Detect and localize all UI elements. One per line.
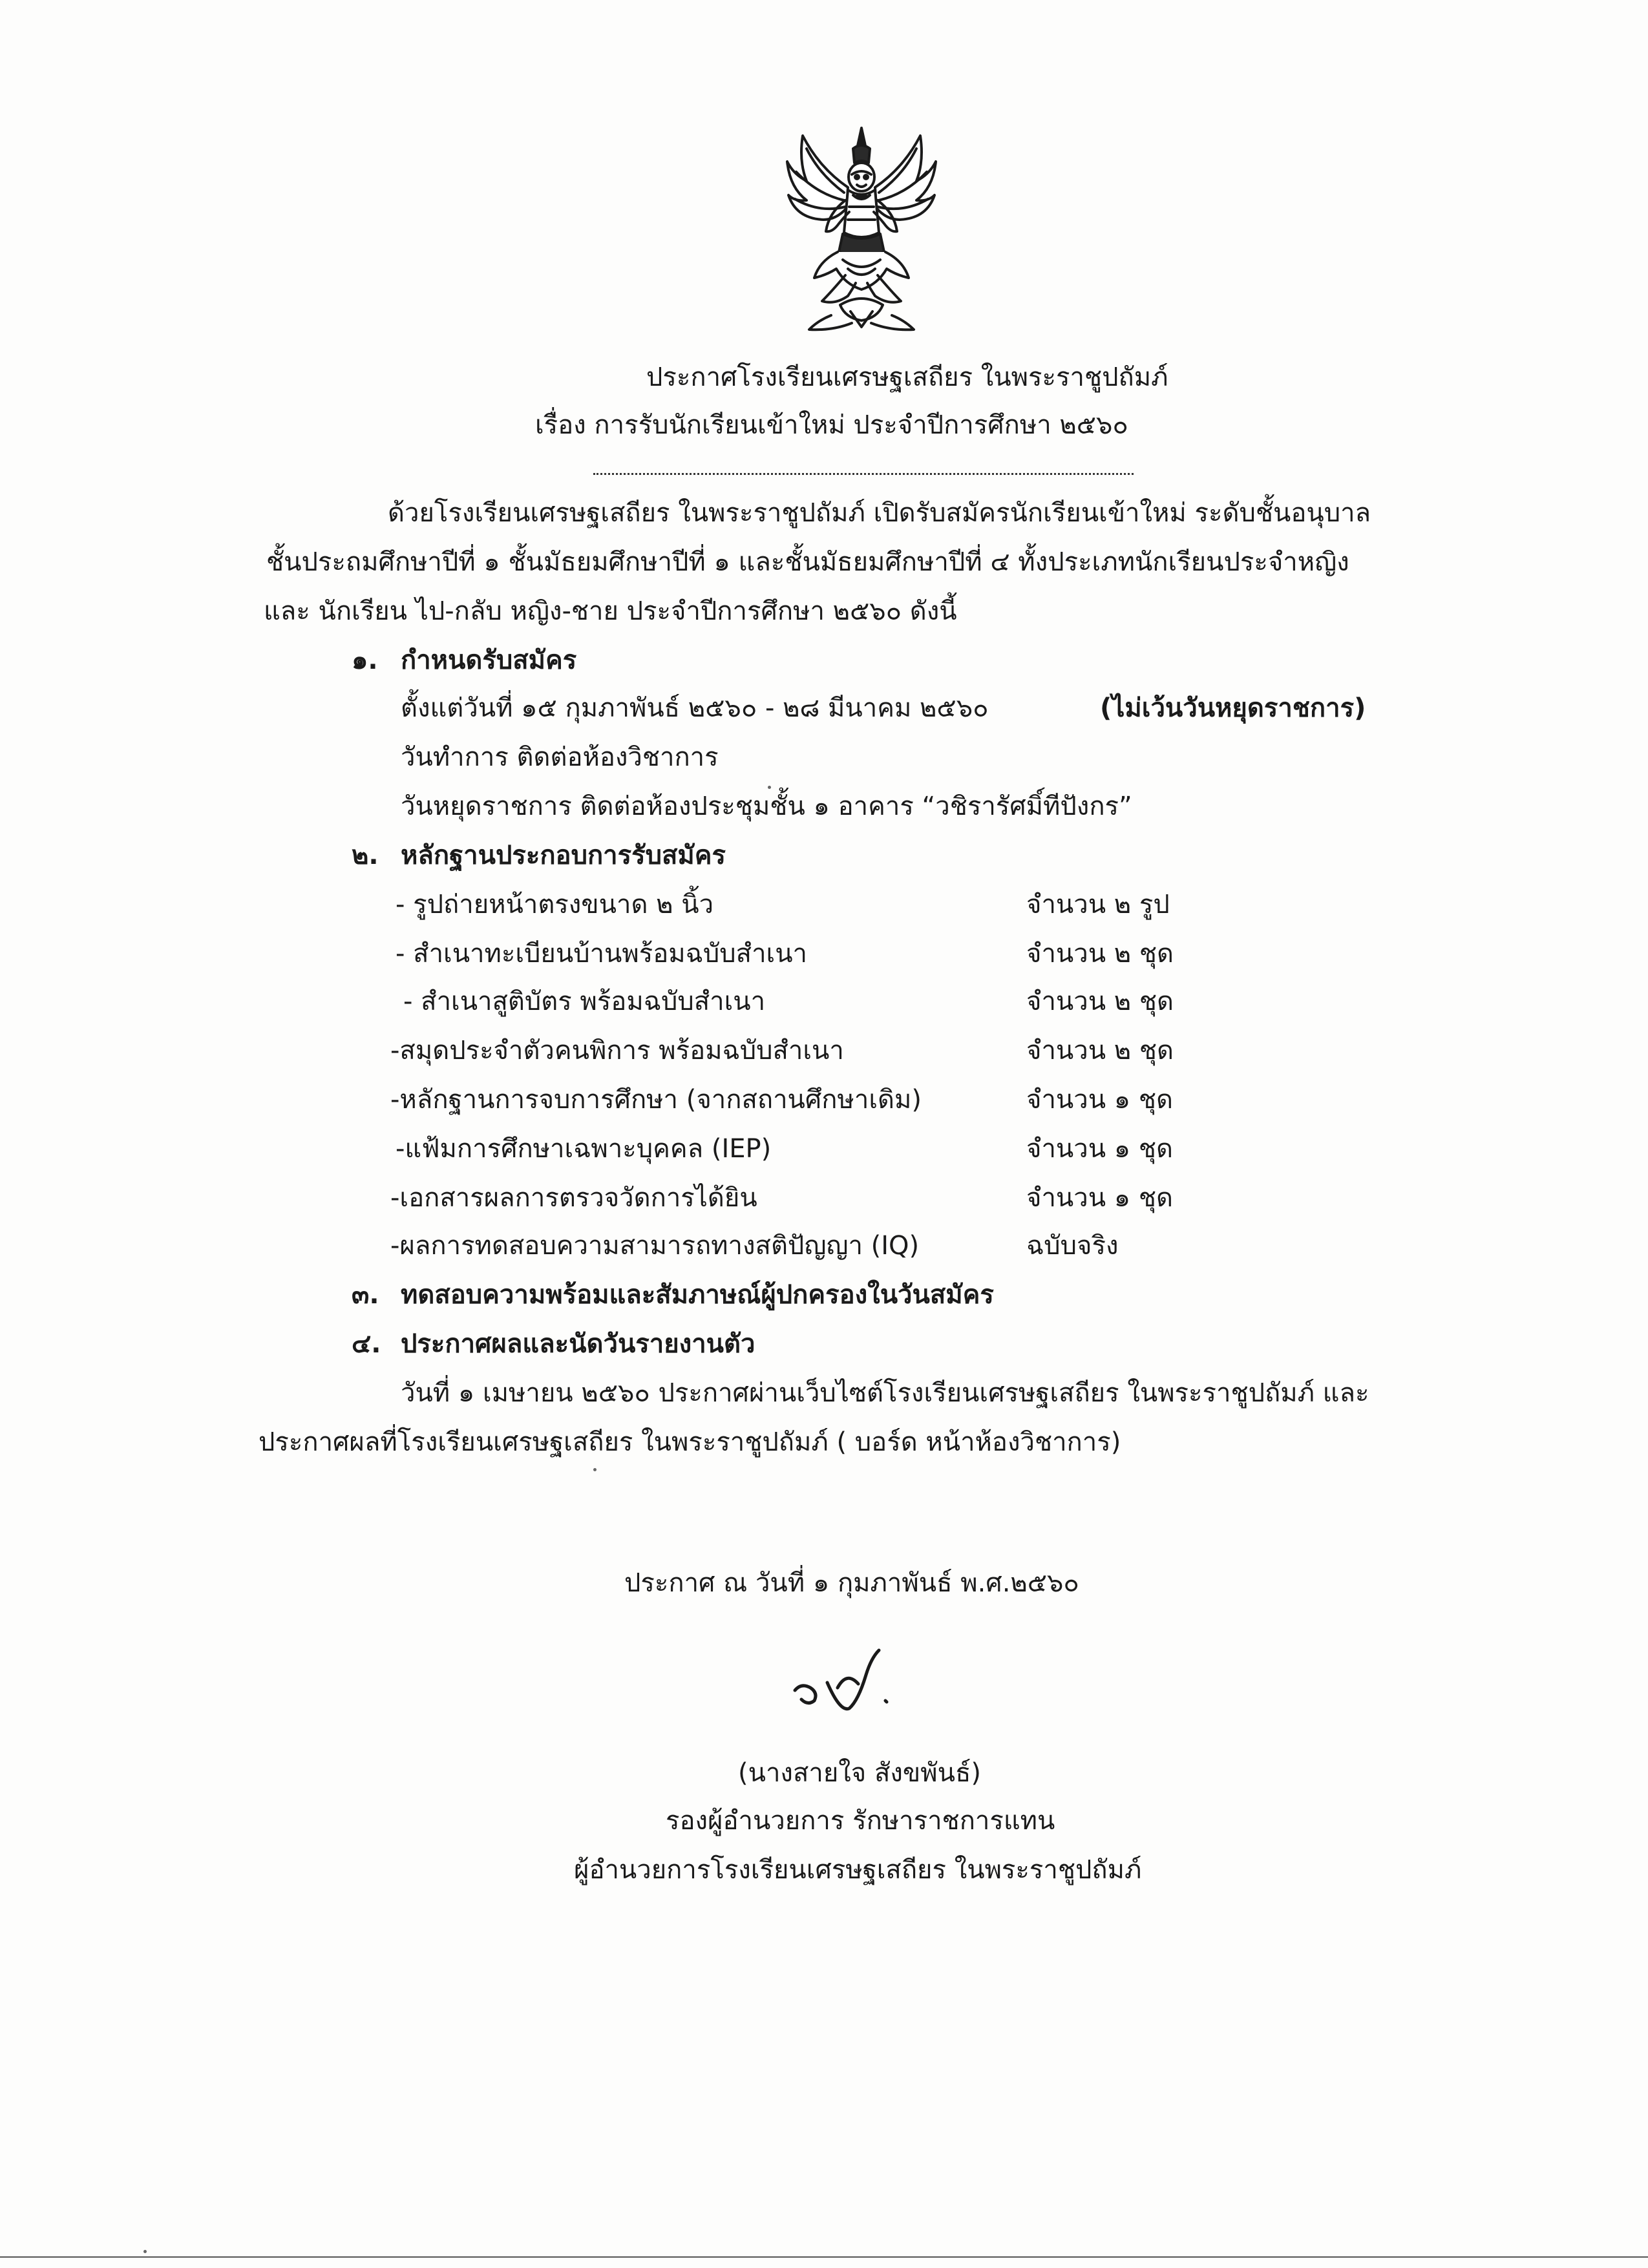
document-item-qty: จำนวน ๒ ชุด [1026,939,1174,969]
document-item-label: - สำเนาทะเบียนบ้านพร้อมฉบับสำเนา [396,939,808,969]
section-number: ๔. [352,1329,381,1359]
page-edge [0,2256,1648,2258]
intro-line: และ นักเรียน ไป-กลับ หญิง-ชาย ประจำปีการศึกษา ๒๕๖๐ ดังนี้ [264,596,957,626]
document-item-qty: จำนวน ๒ ชุด [1026,1036,1174,1066]
document-item-qty: จำนวน ๒ ชุด [1026,987,1174,1016]
document-item-label: - รูปถ่ายหน้าตรงขนาด ๒ นิ้ว [396,890,714,919]
application-period-note: (ไม่เว้นวันหยุดราชการ) [1100,693,1366,723]
scan-speck [593,1468,597,1471]
document-item-label: - สำเนาสูติบัตร พร้อมฉบับสำเนา [403,987,766,1016]
section-heading: กำหนดรับสมัคร [401,646,577,675]
document-item-qty: จำนวน ๑ ชุด [1026,1085,1173,1115]
scan-speck [768,786,771,789]
holiday-contact: วันหยุดราชการ ติดต่อห้องประชุมชั้น ๑ อาคาร “วชิรารัศมิ์ทีปังกร” [401,792,1132,821]
document-item-label: -หลักฐานการจบการศึกษา (จากสถานศึกษาเดิม) [390,1085,922,1115]
workday-contact: วันทำการ ติดต่อห้องวิชาการ [401,742,719,772]
signature-image [782,1628,931,1725]
results-line: ประกาศผลที่โรงเรียนเศรษฐเสถียร ในพระราชูปถัมภ์ ( บอร์ด หน้าห้องวิชาการ) [259,1427,1121,1457]
announcement-title: ประกาศโรงเรียนเศรษฐเสถียร ในพระราชูปถัมภ์ [646,362,1168,392]
section-heading: หลักฐานประกอบการรับสมัคร [401,841,726,870]
document-item-qty: ฉบับจริง [1026,1231,1119,1261]
document-item-label: -แฟ้มการศึกษาเฉพาะบุคคล (IEP) [396,1134,772,1164]
application-period: ตั้งแต่วันที่ ๑๕ กุมภาพันธ์ ๒๕๖๐ - ๒๘ มีนาคม ๒๕๖๐ [401,693,989,723]
section-number: ๑. [352,646,378,675]
document-item-qty: จำนวน ๒ รูป [1026,890,1170,919]
document-item-qty: จำนวน ๑ ชุด [1026,1134,1173,1164]
announcement-subject: เรื่อง การรับนักเรียนเข้าใหม่ ประจำปีการศึกษา ๒๕๖๐ [535,410,1128,440]
signer-title: ผู้อำนวยการโรงเรียนเศรษฐเสถียร ในพระราชูปถัมภ์ [574,1855,1142,1885]
section-number: ๓. [352,1280,379,1310]
document-item-qty: จำนวน ๑ ชุด [1026,1183,1173,1213]
section-number: ๒. [352,841,379,870]
announcement-date: ประกาศ ณ วันที่ ๑ กุมภาพันธ์ พ.ศ.๒๕๖๐ [624,1568,1079,1598]
signer-title: รองผู้อำนวยการ รักษาราชการแทน [666,1806,1055,1836]
section-heading: ทดสอบความพร้อมและสัมภาษณ์ผู้ปกครองในวันสมัคร [401,1280,994,1310]
document-item-label: -สมุดประจำตัวคนพิการ พร้อมฉบับสำเนา [390,1036,844,1066]
results-line: วันที่ ๑ เมษายน ๒๕๖๐ ประกาศผ่านเว็บไซต์โรงเรียนเศรษฐเสถียร ในพระราชูปถัมภ์ และ [401,1378,1369,1408]
signer-name: (นางสายใจ สังขพันธ์) [738,1758,981,1788]
section-heading: ประกาศผลและนัดวันรายงานตัว [401,1329,755,1359]
document-item-label: -ผลการทดสอบความสามารถทางสติปัญญา (IQ) [390,1231,920,1261]
document-item-label: -เอกสารผลการตรวจวัดการได้ยิน [390,1183,757,1213]
scan-speck [143,2250,147,2253]
intro-line: ชั้นประถมศึกษาปีที่ ๑ ชั้นมัธยมศึกษาปีที่ ๑ และชั้นมัธยมศึกษาปีที่ ๔ ทั้งประเภทนักเรียนประจำหญิง [266,547,1349,577]
intro-line: ด้วยโรงเรียนเศรษฐเสถียร ในพระราชูปถัมภ์ เปิดรับสมัครนักเรียนเข้าใหม่ ระดับชั้นอนุบาล [388,498,1371,528]
title-divider [593,473,1134,475]
garuda-emblem-icon [781,123,942,336]
